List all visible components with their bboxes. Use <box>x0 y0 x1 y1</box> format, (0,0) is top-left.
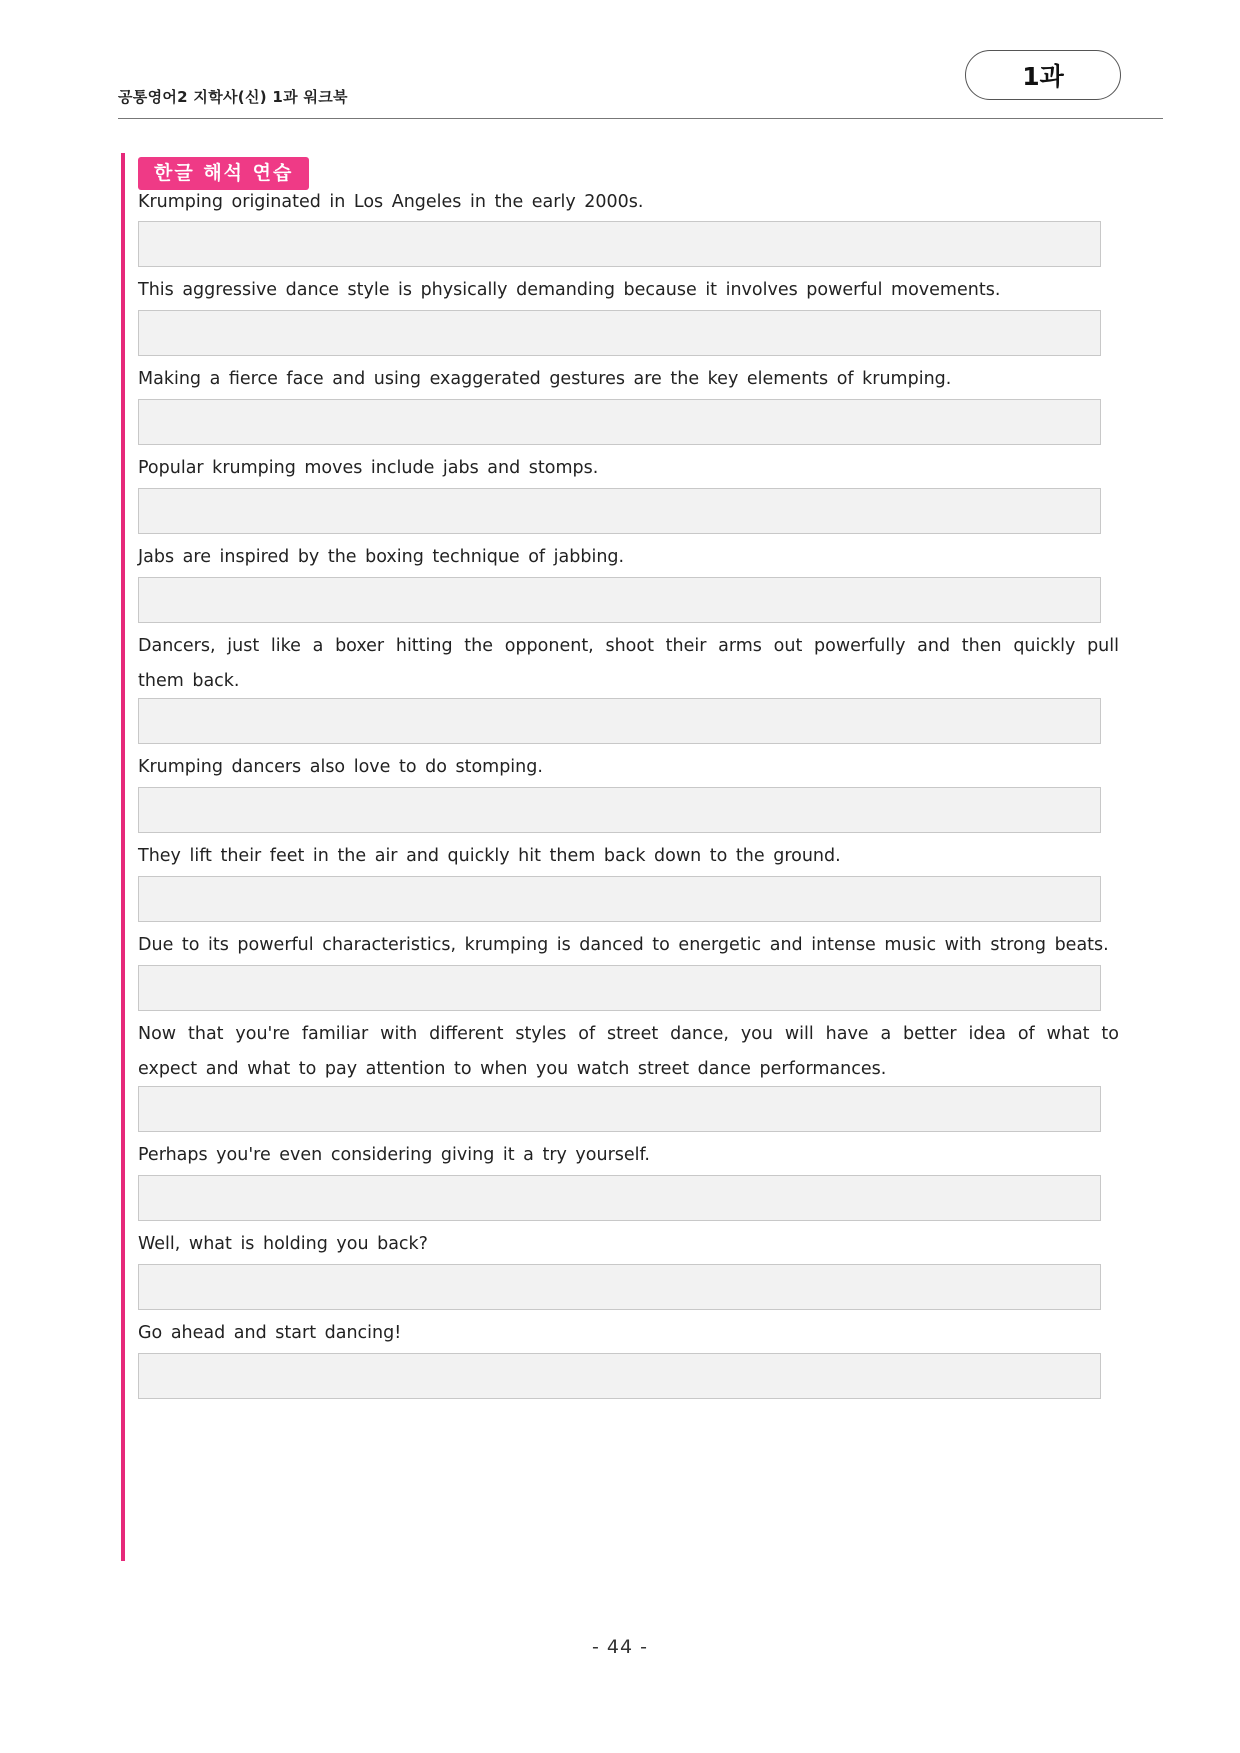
answer-box-8[interactable] <box>138 876 1101 922</box>
answer-box-5[interactable] <box>138 577 1101 623</box>
page-number: - 44 - <box>592 1636 648 1658</box>
answer-box-3[interactable] <box>138 399 1101 445</box>
header-divider <box>118 118 1163 119</box>
sentence-8: They lift their feet in the air and quickly hit them back down to the ground. <box>138 846 841 866</box>
answer-box-4[interactable] <box>138 488 1101 534</box>
translation-practice-section <box>121 153 1125 1561</box>
lesson-tab: 1과 <box>965 50 1121 100</box>
answer-box-10[interactable] <box>138 1086 1101 1132</box>
answer-box-11[interactable] <box>138 1175 1101 1221</box>
sentence-7: Krumping dancers also love to do stomping. <box>138 757 543 777</box>
sentence-13: Go ahead and start dancing! <box>138 1323 402 1343</box>
answer-box-6[interactable] <box>138 698 1101 744</box>
sentence-12: Well, what is holding you back? <box>138 1234 428 1254</box>
section-badge: 한글 해석 연습 <box>138 157 309 190</box>
answer-box-1[interactable] <box>138 221 1101 267</box>
sentence-1: Krumping originated in Los Angeles in the early 2000s. <box>138 192 644 212</box>
answer-box-12[interactable] <box>138 1264 1101 1310</box>
answer-box-9[interactable] <box>138 965 1101 1011</box>
sentence-9: Due to its powerful characteristics, krumping is danced to energetic and intense music with strong beats. <box>138 935 1109 955</box>
sentence-4: Popular krumping moves include jabs and stomps. <box>138 458 599 478</box>
sentence-5: Jabs are inspired by the boxing technique of jabbing. <box>138 547 625 567</box>
answer-box-13[interactable] <box>138 1353 1101 1399</box>
answer-box-7[interactable] <box>138 787 1101 833</box>
workbook-title: 공통영어2 지학사(신) 1과 워크북 <box>118 88 348 106</box>
sentence-2: This aggressive dance style is physically demanding because it involves powerful movements. <box>138 280 1001 300</box>
sentence-11: Perhaps you're even considering giving it a try yourself. <box>138 1145 650 1165</box>
sentence-3: Making a fierce face and using exaggerated gestures are the key elements of krumping. <box>138 369 952 389</box>
answer-box-2[interactable] <box>138 310 1101 356</box>
sentence-10: Now that you're familiar with different styles of street dance, you will have a better idea of what to expect and what to pay attention to when you watch street dance performances. <box>138 1024 1119 1079</box>
sentence-6: Dancers, just like a boxer hitting the opponent, shoot their arms out powerfully and then quickly pull them back. <box>138 636 1119 691</box>
